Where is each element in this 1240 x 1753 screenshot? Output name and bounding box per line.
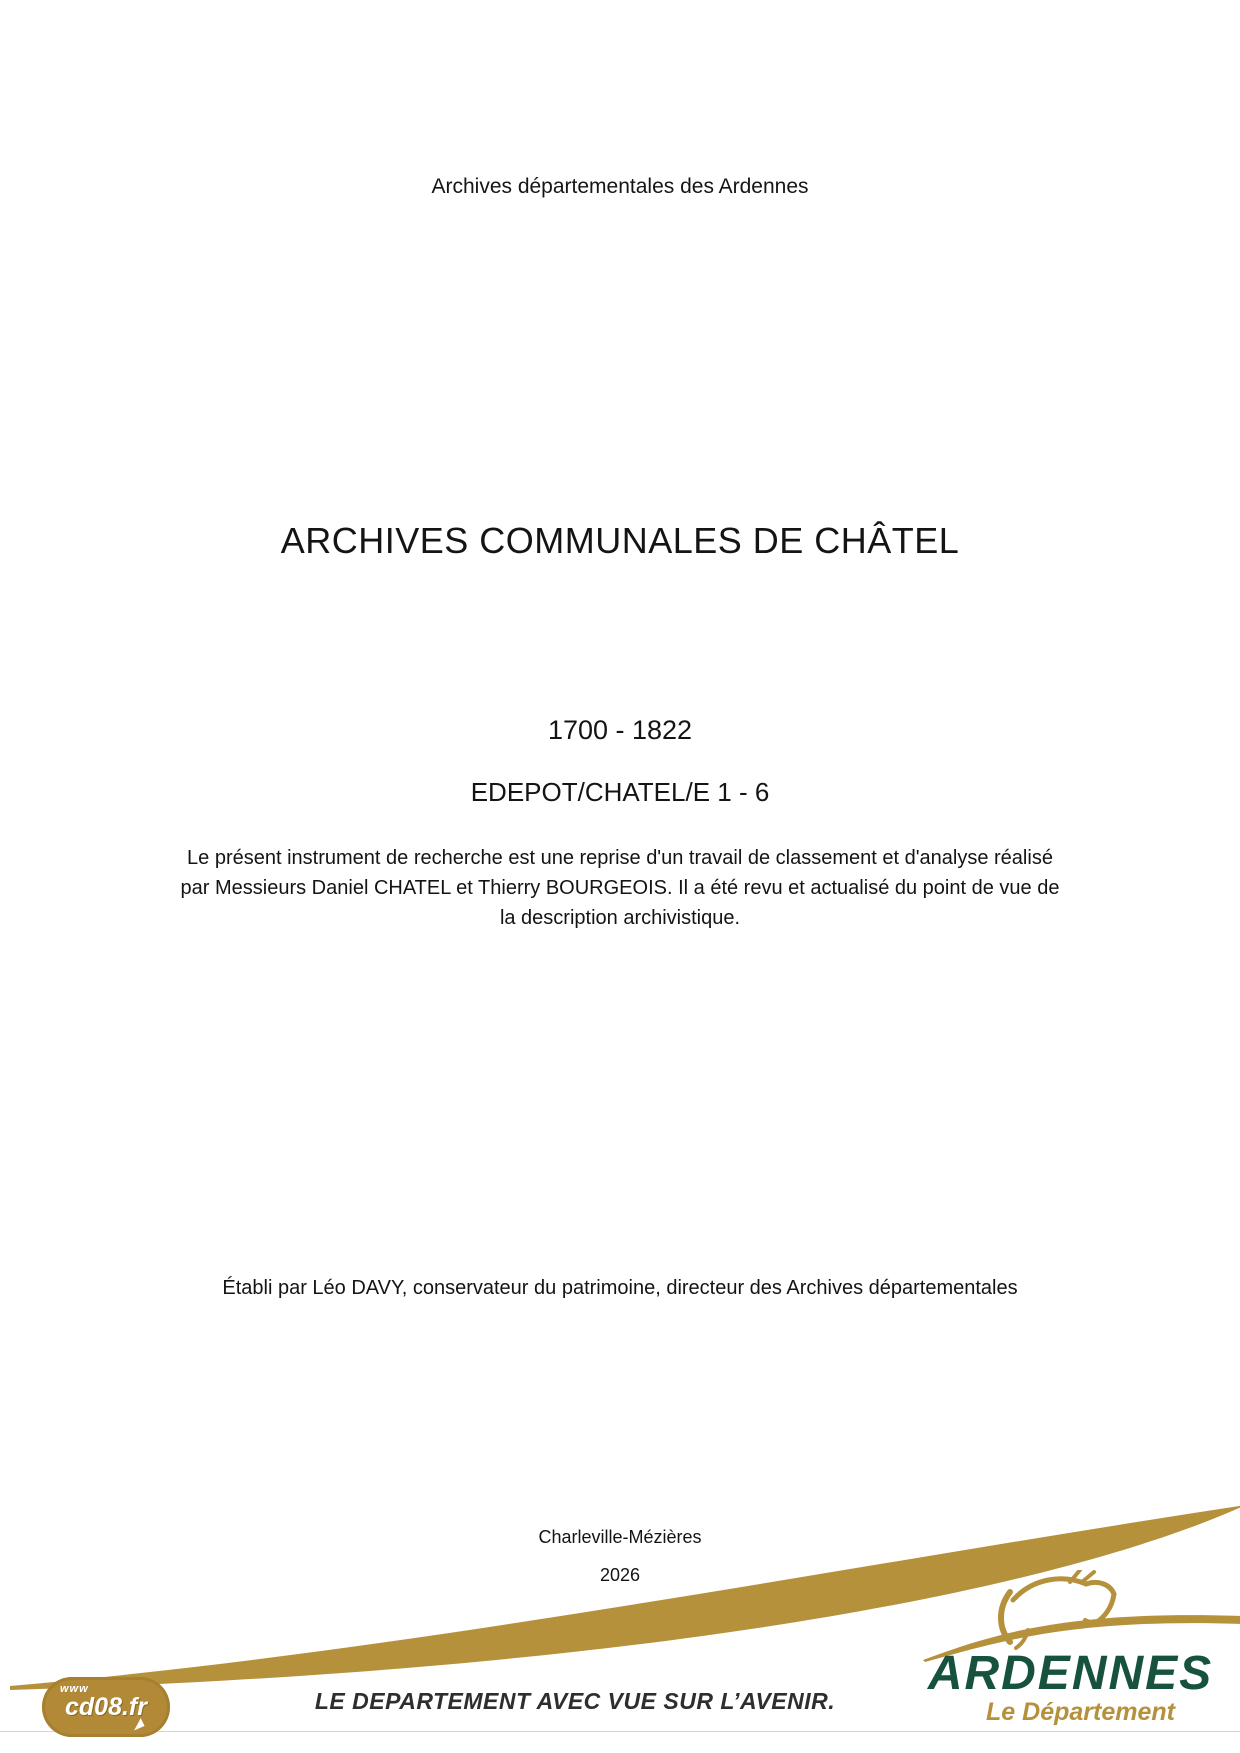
publication-place: Charleville-Mézières: [538, 1527, 702, 1547]
ardennes-logo: [898, 1570, 1240, 1753]
brand-subtitle: Le Département: [986, 1698, 1175, 1726]
author-line: Établi par Léo DAVY, conservateur du patrimoine, directeur des Archives départementales: [222, 1277, 1018, 1299]
description-note: Le présent instrument de recherche est une reprise d'un travail de classement et d'analyse réalisé par Messieurs Daniel CHATEL et Thierry BOURGEOIS. Il a été revu et actualisé du point de vue de la description archivistique.: [180, 847, 1060, 929]
document-title: ARCHIVES COMMUNALES DE CHÂTEL: [280, 520, 960, 561]
date-range: 1700 - 1822: [547, 715, 693, 745]
brand-name: ARDENNES: [927, 1647, 1214, 1700]
reference-code: EDEPOT/CHATEL/E 1 - 6: [470, 777, 770, 807]
cd08-logo: [42, 1677, 170, 1737]
department-slogan: LE DEPARTEMENT AVEC VUE SUR L’AVENIR.: [314, 1688, 836, 1714]
publication-year: 2026: [599, 1565, 641, 1585]
cd08-www-label: www: [60, 1683, 89, 1695]
cd08-label: cd08.fr: [65, 1693, 147, 1721]
institution-name: Archives départementales des Ardennes: [431, 175, 809, 198]
